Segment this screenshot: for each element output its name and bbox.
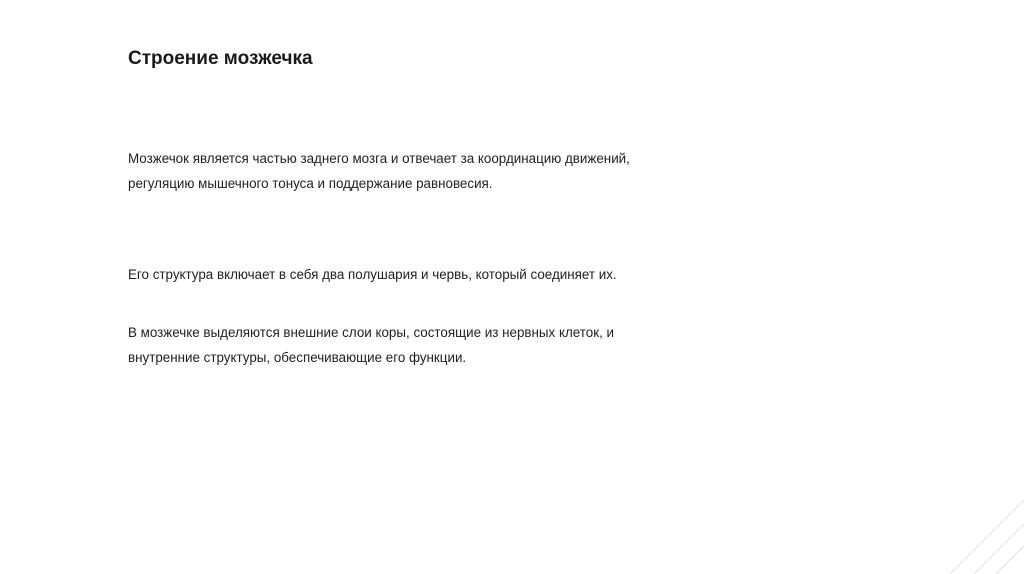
paragraph-3-line-1: В мозжечке выделяются внешние слои коры, состоящие из нервных клеток, и [128, 325, 614, 340]
paragraph-3 [128, 320, 688, 370]
slide-title: Строение мозжечка [128, 48, 313, 69]
paragraph-1-line-1: Мозжечок является частью заднего мозга и отвечает за координацию движений, [128, 151, 630, 166]
paragraph-1 [128, 146, 688, 196]
paragraph-2 [128, 262, 688, 287]
paragraph-1-line-2: регуляцию мышечного тонуса и поддержание равновесия. [128, 176, 493, 191]
paragraph-3-line-2: внутренние структуры, обеспечивающие его функции. [128, 350, 467, 365]
corner-decoration [944, 494, 1024, 574]
paragraph-2-line-1: Его структура включает в себя два полушария и червь, который соединяет их. [128, 267, 617, 282]
